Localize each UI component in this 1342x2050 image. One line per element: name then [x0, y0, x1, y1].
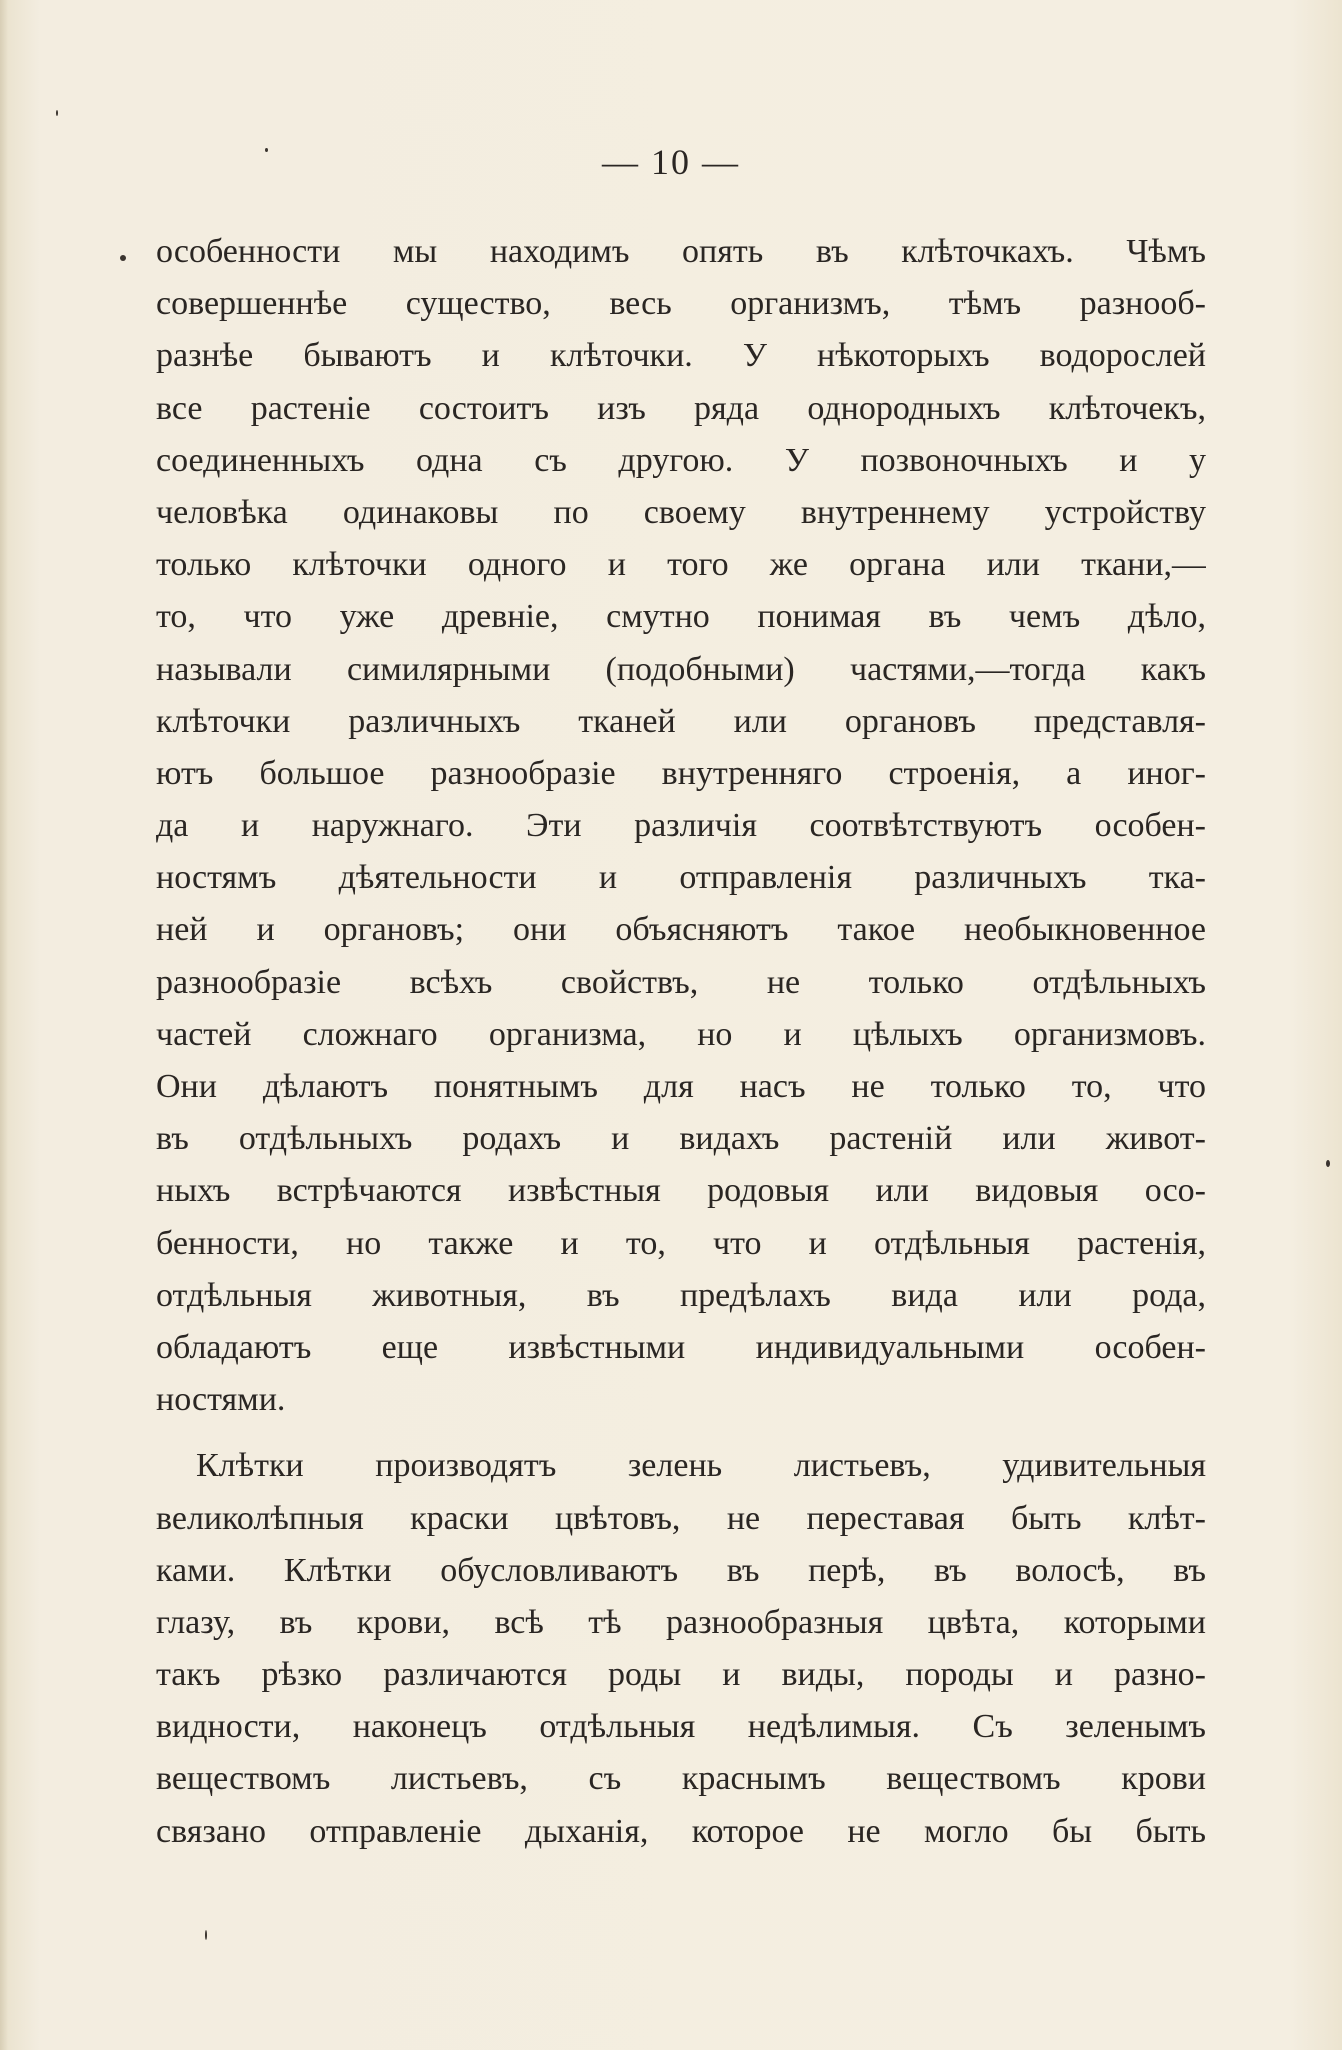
- text-line: связано отправленiе дыханiя, которое не могло бы быть: [156, 1812, 1206, 1850]
- text-line: глазу, въ крови, всѣ тѣ разнообразныя цвѣта, которыми: [156, 1603, 1206, 1641]
- text-line: ютъ большое разнообразiе внутренняго строенiя, а иног-: [156, 754, 1206, 792]
- text-line: называли симилярными (подобными) частями,—тогда какъ: [156, 650, 1206, 688]
- paragraph-gap: [156, 1426, 1206, 1440]
- ink-speck: [120, 255, 126, 261]
- ink-speck: [205, 1930, 207, 1940]
- text-line: отдѣльныя животныя, въ предѣлахъ вида или рода,: [156, 1276, 1206, 1314]
- text-line: совершеннѣе существо, весь организмъ, тѣмъ разнооб-: [156, 285, 1206, 323]
- text-line: человѣка одинаковы по своему внутреннему устройству: [156, 493, 1206, 531]
- text-line: все растенiе состоитъ изъ ряда однородныхъ клѣточекъ,: [156, 389, 1206, 427]
- paragraph-1: [156, 226, 1206, 1426]
- text-line: въ отдѣльныхъ родахъ и видахъ растенiй или живот-: [156, 1120, 1206, 1158]
- text-line: ностями.: [156, 1381, 286, 1419]
- text-line: да и наружнаго. Эти различiя соотвѣтствуютъ особен-: [156, 807, 1206, 845]
- text-line: видности, наконецъ отдѣльныя недѣлимыя. Съ зеленымъ: [156, 1708, 1206, 1746]
- text-line: соединенныхъ одна съ другою. У позвоночныхъ и у: [156, 441, 1206, 479]
- text-line: Клѣтки производятъ зелень листьевъ, удивительныя: [196, 1447, 1206, 1485]
- text-line: обладаютъ еще извѣстными индивидуальными особен-: [156, 1328, 1206, 1366]
- ink-speck: [56, 110, 58, 116]
- text-line: веществомъ листьевъ, съ краснымъ веществомъ крови: [156, 1760, 1206, 1798]
- text-line: разнообразiе всѣхъ свойствъ, не только отдѣльныхъ: [156, 963, 1206, 1001]
- text-line: великолѣпныя краски цвѣтовъ, не переставая быть клѣт-: [156, 1499, 1206, 1537]
- text-line: Они дѣлаютъ понятнымъ для насъ не только то, что: [156, 1068, 1206, 1105]
- text-line: частей сложнаго организма, но и цѣлыхъ организмовъ.: [156, 1015, 1206, 1053]
- text-line: только клѣточки одного и того же органа или ткани,—: [156, 546, 1206, 584]
- text-line: клѣточки различныхъ тканей или органовъ представля-: [156, 702, 1206, 740]
- text-line: ныхъ встрѣчаются извѣстныя родовыя или видовыя осо-: [156, 1172, 1206, 1210]
- text-line: ностямъ дѣятельности и отправленiя различныхъ тка-: [156, 859, 1206, 897]
- text-line: особенности мы находимъ опять въ клѣточкахъ. Чѣмъ: [156, 233, 1206, 270]
- ink-speck: [1326, 1160, 1330, 1167]
- text-line: ками. Клѣтки обусловливаютъ въ перѣ, въ волосѣ, въ: [156, 1551, 1206, 1589]
- text-line: разнѣе бываютъ и клѣточки. У нѣкоторыхъ водорослей: [156, 337, 1206, 375]
- text-line: ней и органовъ; они объясняютъ такое необыкновенное: [156, 911, 1206, 949]
- text-line: то, что уже древнiе, смутно понимая въ чемъ дѣло,: [156, 598, 1206, 636]
- page-edge-shadow: [0, 0, 8, 2050]
- paragraph-2: [156, 1440, 1206, 1858]
- text-line: такъ рѣзко различаются роды и виды, породы и разно-: [156, 1656, 1206, 1694]
- text-line: бенности, но также и то, что и отдѣльныя растенiя,: [156, 1224, 1206, 1262]
- page-number: — 10 —: [602, 142, 740, 182]
- ink-speck: [265, 148, 268, 152]
- body-text: [156, 226, 1206, 1858]
